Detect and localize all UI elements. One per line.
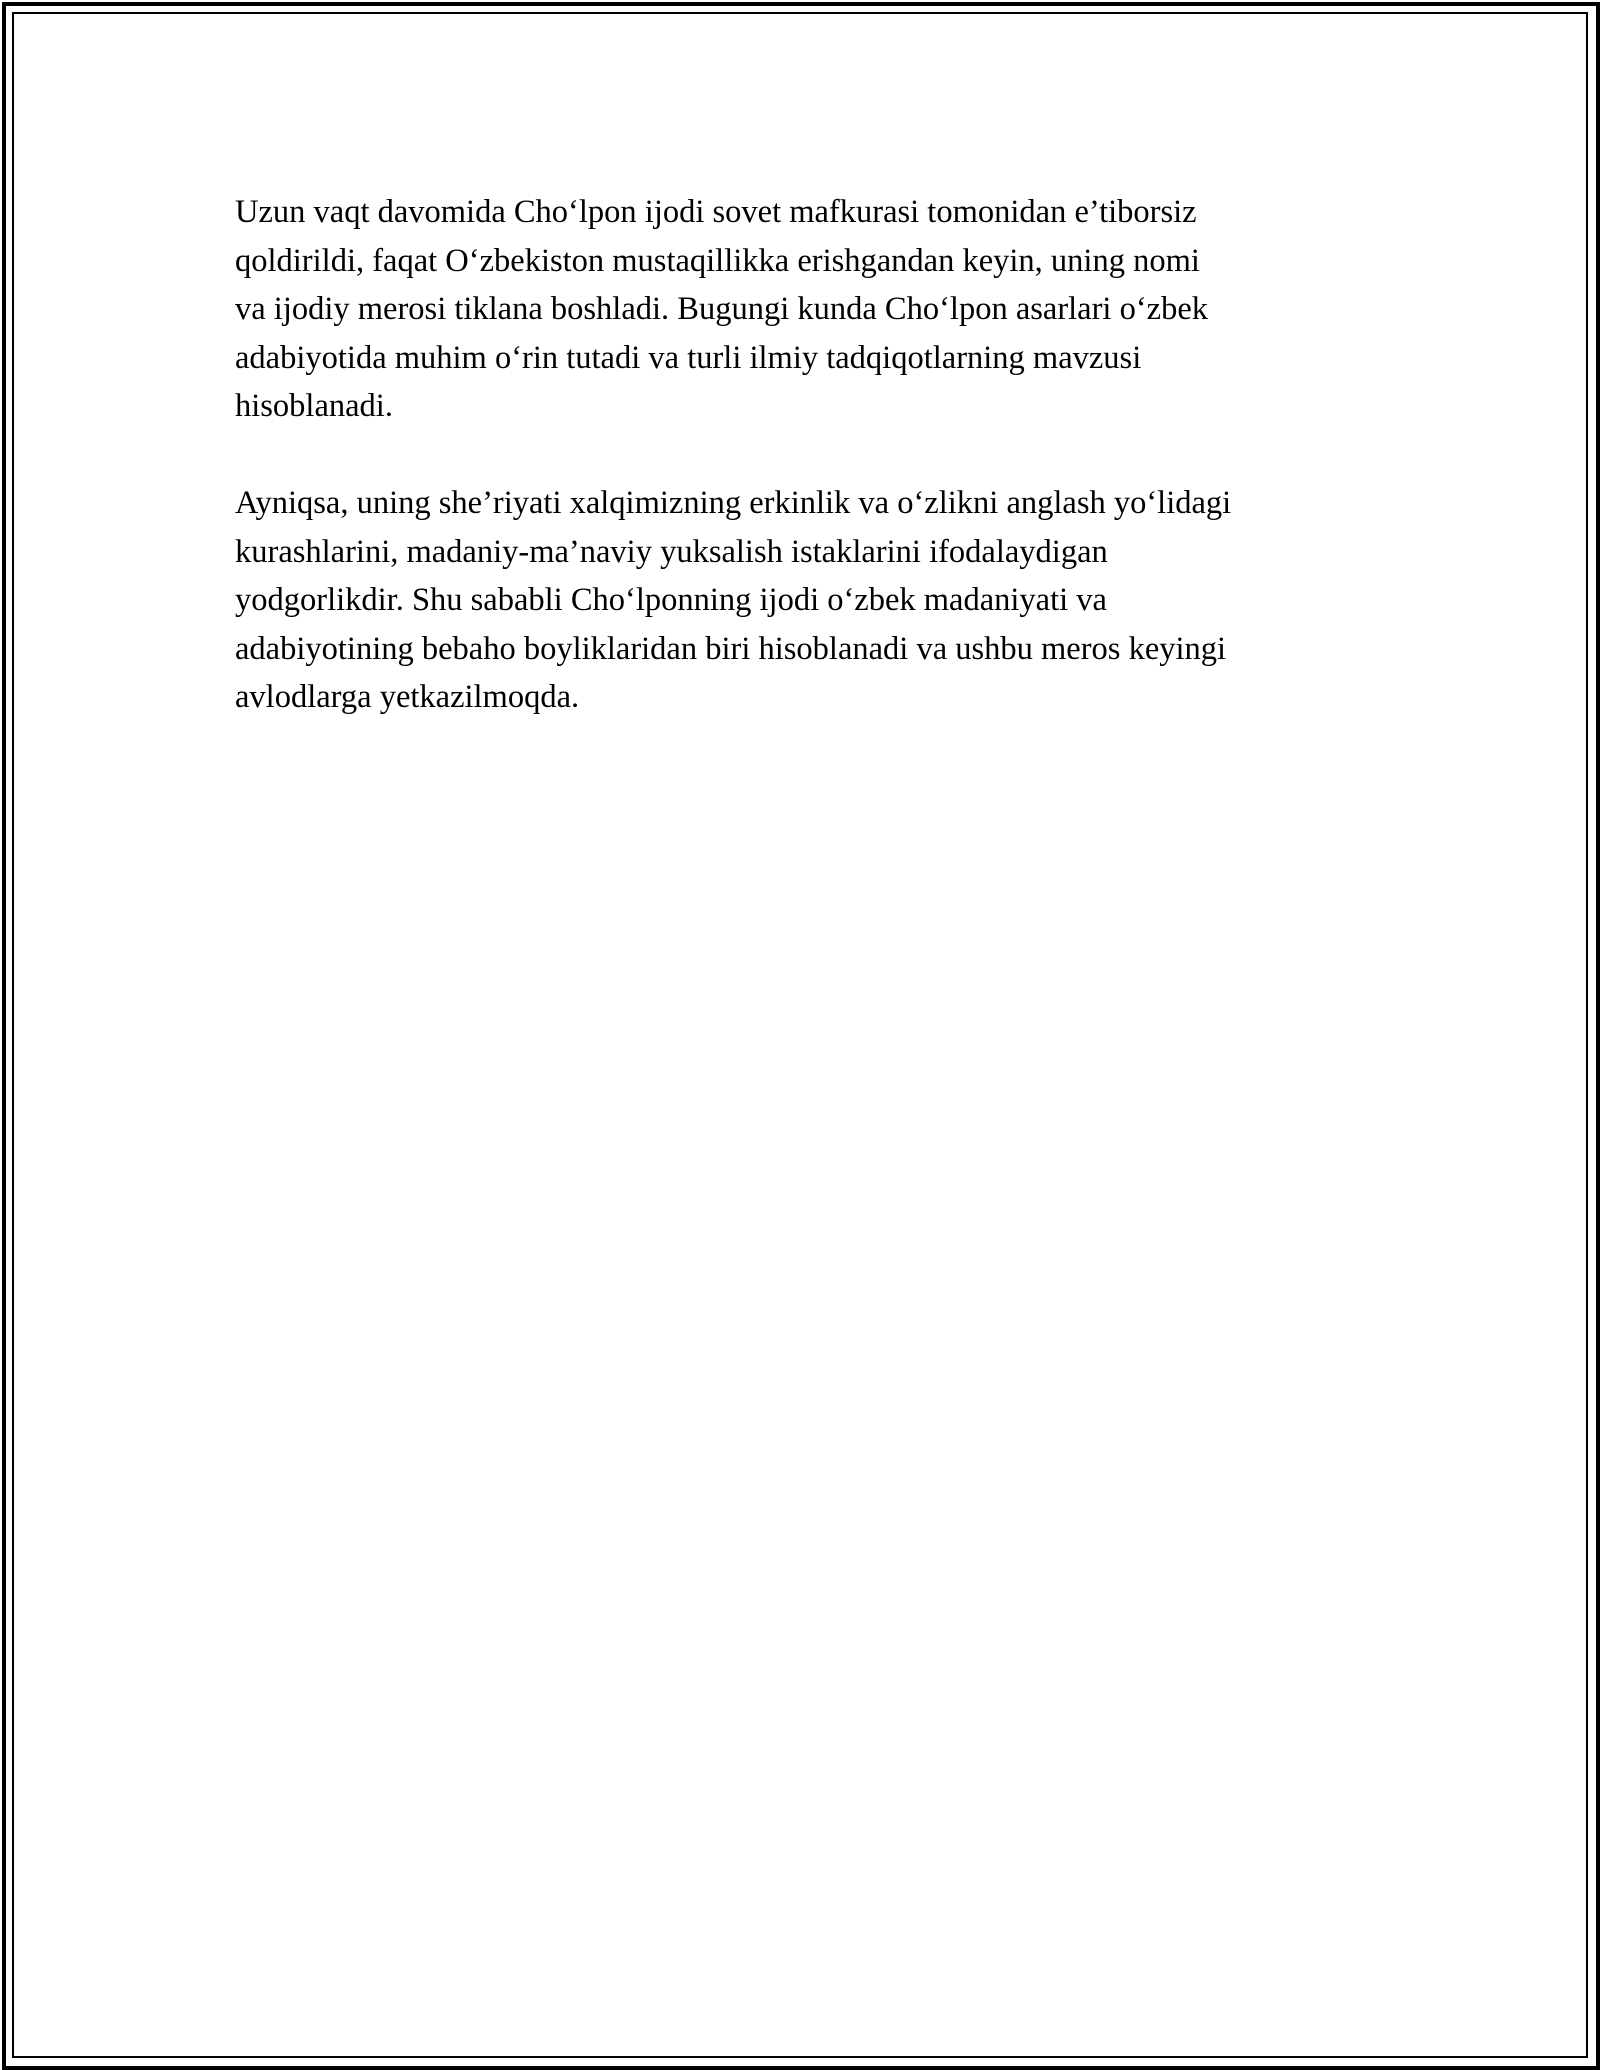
paragraph-1 <box>235 188 1375 431</box>
paragraph-line: qoldirildi, faqat O‘zbekiston mustaqillikka erishgandan keyin, uning nomi <box>235 242 1200 279</box>
paragraph-line: va ijodiy merosi tiklana boshladi. Bugungi kunda Cho‘lpon asarlari o‘zbek <box>235 291 1209 327</box>
paragraph-line: Ayniqsa, uning she’riyati xalqimizning erkinlik va o‘zlikni anglash yo‘lidagi <box>235 485 1232 521</box>
paragraph-line: yodgorlikdir. Shu sababli Cho‘lponning ijodi o‘zbek madaniyati va <box>235 582 1107 618</box>
paragraph-line: Uzun vaqt davomida Cho‘lpon ijodi sovet mafkurasi tomonidan e’tiborsiz <box>235 194 1197 230</box>
paragraph-line: avlodlarga yetkazilmoqda. <box>235 679 580 715</box>
paragraph-line: kurashlarini, madaniy-ma’naviy yuksalish istaklarini ifodalaydigan <box>235 533 1108 570</box>
paragraph-2 <box>235 479 1375 722</box>
paragraph-line: adabiyotida muhim o‘rin tutadi va turli ilmiy tadqiqotlarning mavzusi <box>235 339 1142 376</box>
paragraph-line: hisoblanadi. <box>235 388 393 424</box>
paragraph-line: adabiyotining bebaho boyliklaridan biri hisoblanadi va ushbu meros keyingi <box>235 630 1227 667</box>
document-body <box>235 188 1375 722</box>
